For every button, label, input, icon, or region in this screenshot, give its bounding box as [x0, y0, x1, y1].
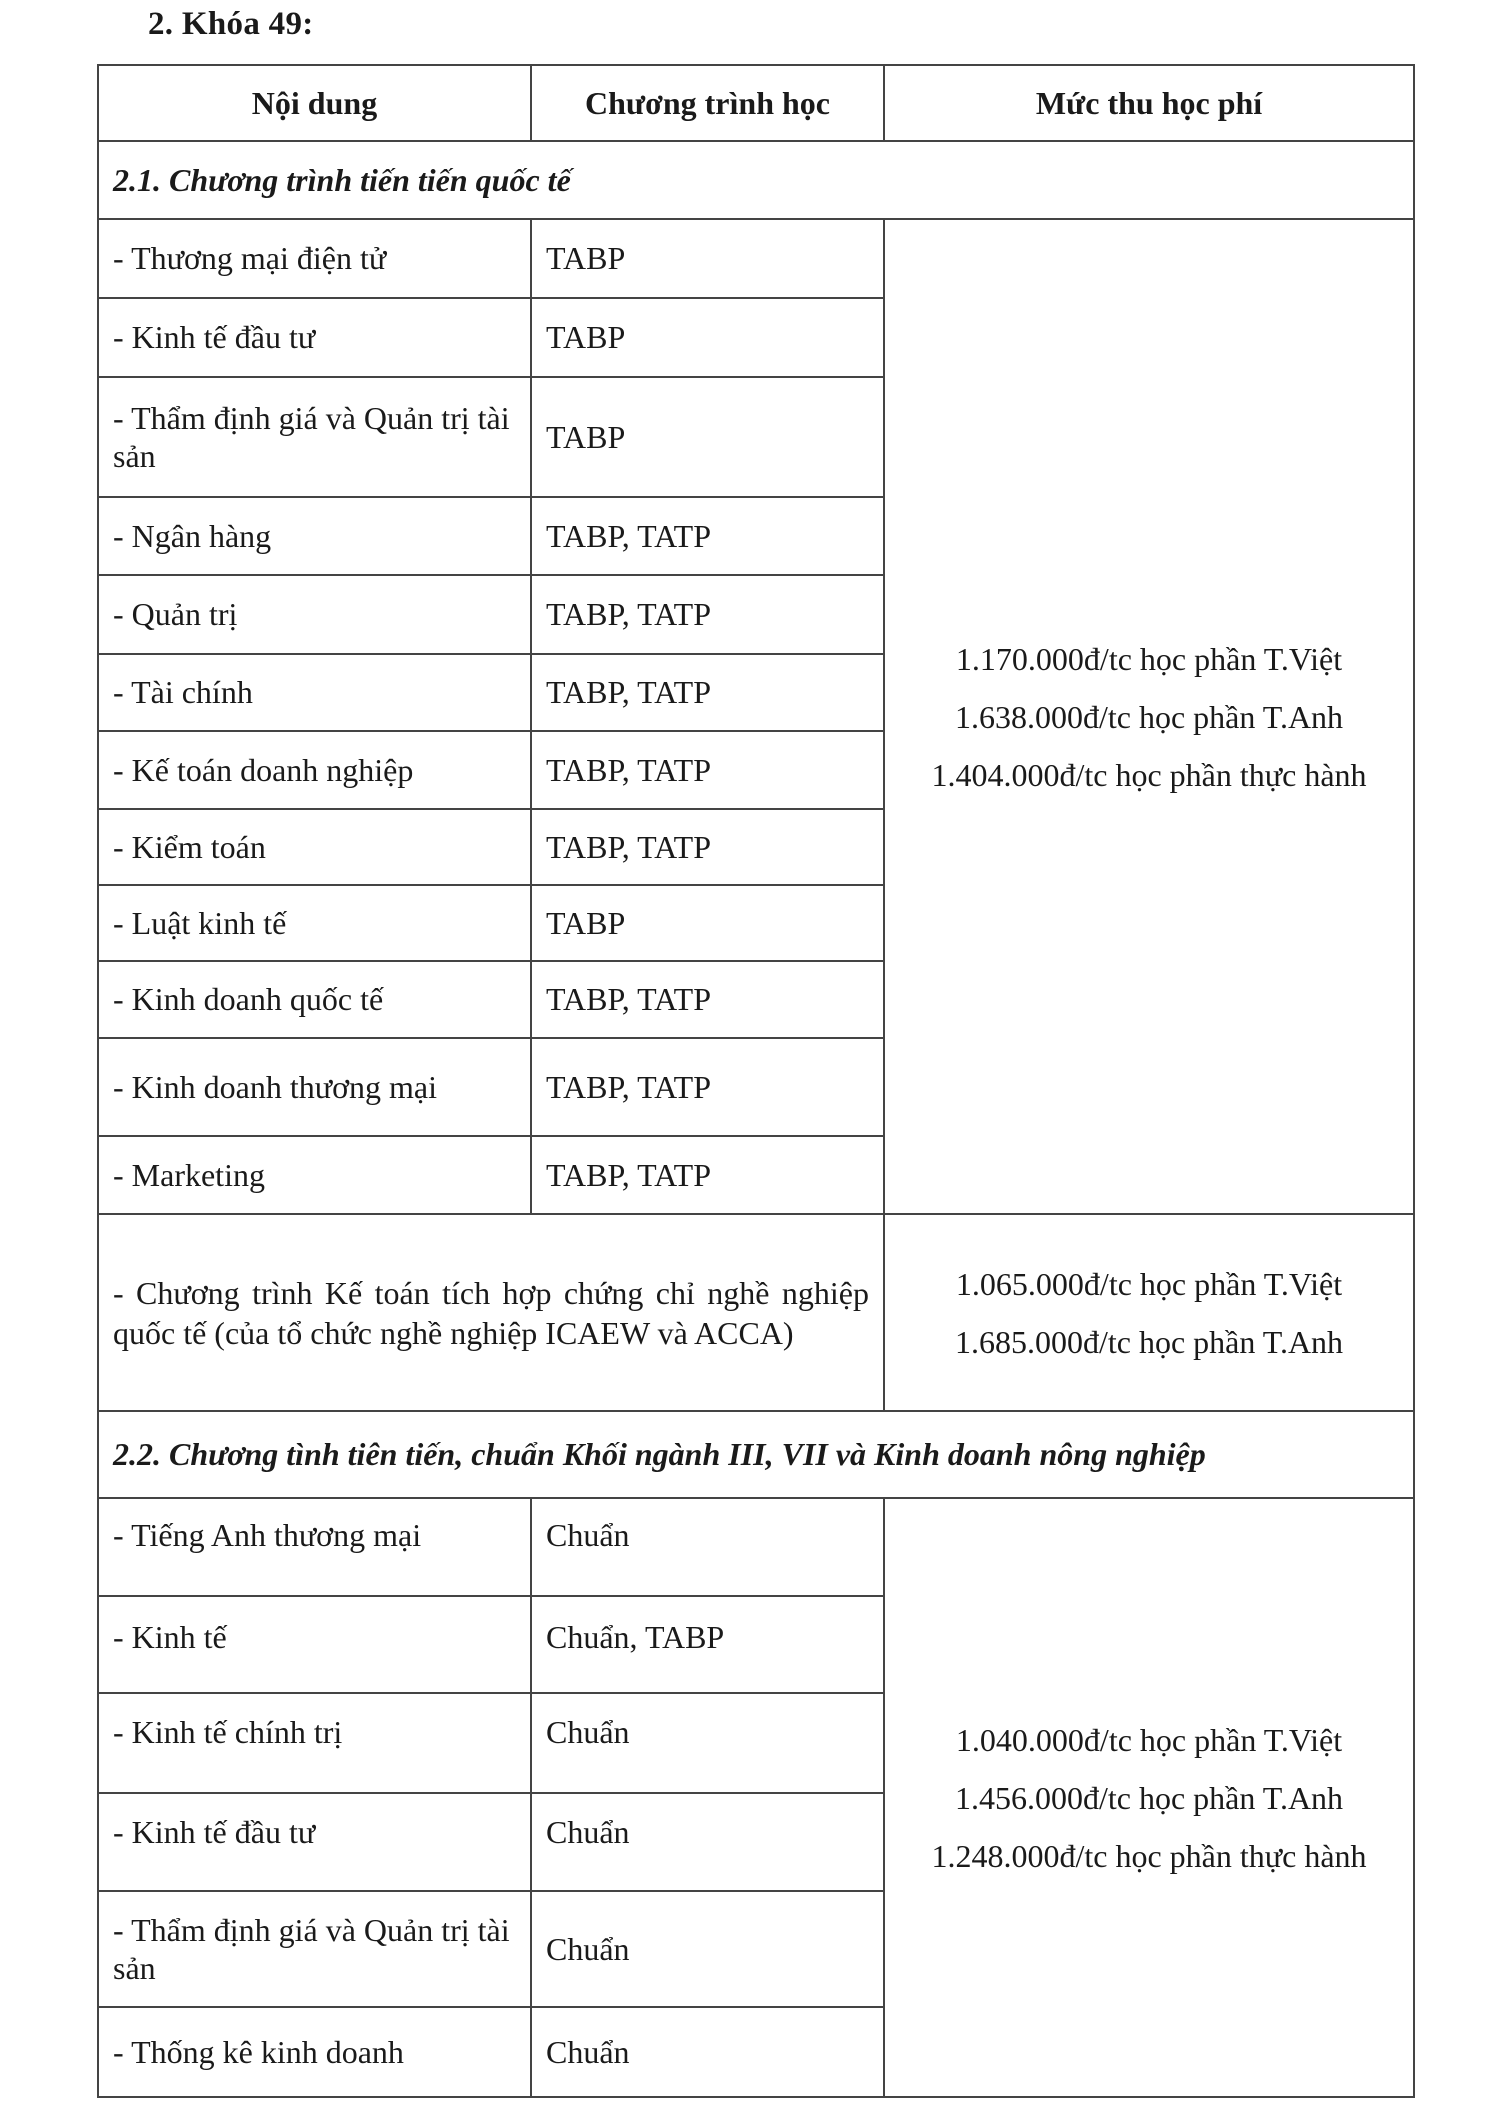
fee-line: 1.248.000đ/tc học phần thực hành [931, 1837, 1367, 1874]
table-row [98, 1498, 1414, 1596]
header-fee: Mức thu học phí [884, 65, 1414, 141]
fee-cell [884, 219, 1414, 1214]
program-name: - Thống kê kinh doanh [98, 2007, 531, 2097]
program-name: - Quản trị [98, 575, 531, 654]
table-header-row [98, 65, 1414, 141]
section-heading: 2.2. Chương tình tiên tiến, chuẩn Khối ngành III, VII và Kinh doanh nông nghiệp [98, 1411, 1414, 1498]
program-type: Chuẩn [531, 1498, 884, 1596]
program-name: - Kinh doanh quốc tế [98, 961, 531, 1038]
program-name: - Tài chính [98, 654, 531, 731]
program-name: - Thẩm định giá và Quản trị tài sản [98, 377, 531, 497]
fee-line: 1.638.000đ/tc học phần T.Anh [954, 698, 1344, 735]
program-type: TABP, TATP [531, 1136, 884, 1214]
program-type: TABP, TATP [531, 654, 884, 731]
table-row [98, 219, 1414, 298]
program-name: - Kinh doanh thương mại [98, 1038, 531, 1136]
program-name: - Kế toán doanh nghiệp [98, 731, 531, 809]
program-type: TABP, TATP [531, 497, 884, 575]
program-type: TABP [531, 377, 884, 497]
program-name: - Kinh tế đầu tư [98, 1793, 531, 1891]
tuition-table [97, 64, 1415, 2098]
program-name: - Kinh tế đầu tư [98, 298, 531, 377]
program-type: Chuẩn [531, 1693, 884, 1793]
header-program: Chương trình học [531, 65, 884, 141]
program-type: TABP, TATP [531, 961, 884, 1038]
section-title: 2. Khóa 49: [148, 6, 314, 42]
program-name: - Thẩm định giá và Quản trị tài sản [98, 1891, 531, 2007]
program-type: TABP, TATP [531, 809, 884, 885]
fee-line: 1.404.000đ/tc học phần thực hành [931, 756, 1367, 793]
program-name: - Kinh tế [98, 1596, 531, 1693]
section-row-2-2 [98, 1411, 1414, 1498]
program-type: TABP [531, 219, 884, 298]
program-type: TABP, TATP [531, 731, 884, 809]
fee-line: 1.065.000đ/tc học phần T.Việt [955, 1265, 1343, 1302]
fee-line: 1.685.000đ/tc học phần T.Anh [954, 1323, 1344, 1360]
program-name: - Tiếng Anh thương mại [98, 1498, 531, 1596]
fee-cell [884, 1498, 1414, 2097]
program-type: TABP [531, 298, 884, 377]
program-type: Chuẩn [531, 1793, 884, 1891]
fee-line: 1.040.000đ/tc học phần T.Việt [955, 1721, 1343, 1758]
program-name: - Ngân hàng [98, 497, 531, 575]
section-row-2-1 [98, 141, 1414, 219]
program-name: - Luật kinh tế [98, 885, 531, 961]
program-type: TABP [531, 885, 884, 961]
section-heading: 2.1. Chương trình tiến tiến quốc tế [98, 141, 1414, 219]
program-name: - Chương trình Kế toán tích hợp chứng chỉ nghề nghiệp quốc tế (của tổ chức nghề nghiệp ICAEW và ACCA) [98, 1214, 884, 1411]
program-type: TABP, TATP [531, 575, 884, 654]
icaew-row [98, 1214, 1414, 1411]
header-content: Nội dung [98, 65, 531, 141]
program-name: - Kinh tế chính trị [98, 1693, 531, 1793]
program-type: TABP, TATP [531, 1038, 884, 1136]
fee-line: 1.456.000đ/tc học phần T.Anh [954, 1779, 1344, 1816]
fee-cell [884, 1214, 1414, 1411]
fee-line: 1.170.000đ/tc học phần T.Việt [955, 640, 1343, 677]
program-type: Chuẩn, TABP [531, 1596, 884, 1693]
program-name: - Thương mại điện tử [98, 219, 531, 298]
program-type: Chuẩn [531, 2007, 884, 2097]
program-name: - Kiểm toán [98, 809, 531, 885]
program-type: Chuẩn [531, 1891, 884, 2007]
program-name: - Marketing [98, 1136, 531, 1214]
